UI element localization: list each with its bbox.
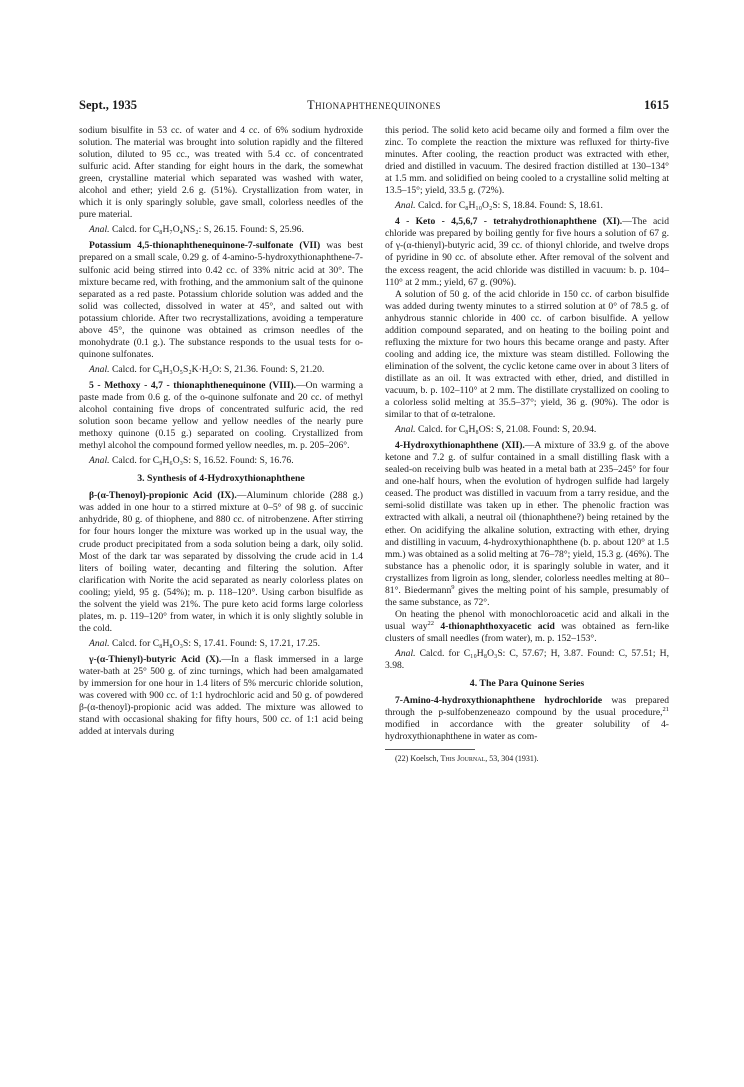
section-heading: 3. Synthesis of 4-Hydroxythionaphthene (137, 473, 305, 485)
paragraph-text: modified in accordance with the greater solubility of 4-hydroxythionaphthene in water as com- (385, 719, 669, 743)
analysis-line (385, 200, 669, 212)
journal-name: This Journal (440, 754, 486, 764)
compound-title: 4-Hydroxythionaphthene (XII). (395, 440, 525, 452)
paragraph-text: gives the melting point of his sample, presumably of the same substance, as 72°. (385, 584, 669, 608)
paragraph-text: On heating the phenol with monochloroacetic acid and alkali in the usual way (385, 608, 669, 632)
paragraph-text: —The acid chloride was prepared by boiling gently for five hours a solution of 67 g. of γ-(α-thienyl)-butyric acid, 39 cc. of thionyl chloride, and twelve drops of pyridine in 90 cc. of absolute ether. After removal of the solvent and the excess reagent, the acid chloride was distilled in vacuum: b. p. 104–110° at 2 mm.; yield, 67 g. (90%). (385, 216, 669, 288)
paragraph-text: —On warming a paste made from 0.6 g. of the o-quinone sulfonate and 20 cc. of methyl alcohol containing five drops of concentrated sulfuric acid, the red solution soon became yellow and yellow needles of the nearly pure methoxy quinone (0.15 g.) separated on cooling. Crystallized from methyl alcohol the compound formed yellow needles, m. p. 205–206°. (79, 379, 363, 452)
compound-title: 4-thionaphthoxyacetic acid (434, 620, 555, 632)
paragraph-text: —Aluminum chloride (288 g.) was added in one hour to a stirred mixture at 0–5° of 98 g. of succinic anhydride, 80 g. of thiophene, and 880 cc. of nitrobenzene. After stirring for four hours longer the mixture was worked up in the usual way, the crude product precipitated from a soda solution being a dark, oily solid. Most of the dark tar was separated by dissolving the crude acid in 1.4 liters of boiling water, decanting and filtering the solution. After clarification with Norite the acid separated as nearly colorless plates on cooling; yield, 95 g. (54%); m. p. 118–120°. Using carbon bisulfide as the solvent the yield was 21%. The pure keto acid forms large colorless plates, m. p. 119–120° from water, in which it is only slightly soluble in the cold. (79, 490, 363, 634)
compound-title: β-(α-Thenoyl)-propionic Acid (IX). (89, 490, 237, 502)
paragraph: A solution of 50 g. of the acid chloride in 150 cc. of carbon bisulfide was added during twenty minutes to a stirred solution at 0° of 78.5 g. of anhydrous stannic chloride in 400 cc. of carbon bisulfide. A yellow addition compound separated, and on heating to the boiling point and refluxing the mixture for two hours this became orange and pasty. After cooling and adding ice, the mixture was steam distilled. Following the elimination of the solvent, the cyclic ketone came over in about 3 liters of distillate as an oil. It was extracted with ether, dried, and distilled in vacuum, b. p. 102–110° at 2 mm. The distillate crystallized on cooling to a colorless solid melting at 35.5–37°; yield, 36 g. (90%). The odor is similar to that of α-tetralone. (385, 288, 669, 421)
section-heading: 4. The Para Quinone Series (469, 678, 585, 690)
anal-values: Calcd. for C₈H₈O₃S: S, 17.41. Found: S, 17.21, 17.25. (111, 637, 320, 649)
paragraph (79, 380, 363, 452)
paragraph-text: was obtained as fern-like clusters of small needles (from water), m. p. 152–153°. (385, 620, 669, 644)
anal-values: Calcd. for C₁₀H₈O₃S: C, 57.67; H, 3.87. Found: C, 57.51; H, 3.98. (385, 647, 669, 672)
footnote-text: (22) Koelsch, (395, 754, 441, 764)
analysis-line (79, 364, 363, 376)
analysis-line (79, 224, 363, 236)
analysis-line (79, 638, 363, 650)
paragraph (385, 609, 669, 645)
right-column (385, 125, 669, 764)
anal-values: Calcd. for C₈H₁₀O₂S: S, 18.84. Found: S, 18.61. (417, 200, 603, 212)
compound-title: Potassium 4,5-thionaphthenequinone-7-sulfonate (VII) (89, 240, 321, 252)
anal-label: Anal. (89, 637, 110, 649)
paragraph (385, 216, 669, 288)
paragraph-text: was best prepared on a small scale, 0.29 g. of 4-amino-5-hydroxythionaphthene-7-sulfonic acid being stirred into 0.42 cc. of 33% nitric acid at 30°. The mixture became red, with frothing, and the ammonium salt of the quinone separated as a red paste. Potassium chloride solution was added and the solid was collected, dissolved in water at 45°, and salted out with potassium chloride. After two recrystallizations, avoiding a temperature above 45°, the quinone was obtained as crimson needles of the monohydrate (0.1 g.). The substance responds to the usual tests for o-quinone sulfonates. (79, 240, 363, 360)
footnote (385, 754, 669, 764)
paragraph (79, 490, 363, 635)
anal-label: Anal. (395, 200, 416, 212)
page-number: 1615 (644, 98, 669, 112)
paragraph (385, 440, 669, 609)
paragraph-text: —A mixture of 33.9 g. of the above ketone and 7.2 g. of sulfur contained in a small distilling flask with a sealed-on receiving bulb was heated in a metal bath at 235–245° for four and one-half hours, when the evolution of hydrogen sulfide had largely ceased. The product was distilled in vacuum from a tarry residue, and the semi-solid distillate was taken up in ether. The phenolic fraction was extracted with alkali, a neutral oil (thionaphthene?) being retained by the ether. On acidifying the alkaline solution, extracting with ether, drying and distilling in vacuum, 4-hydroxythionaphthene (b. p. about 120° at 1.5 mm.) was obtained as a solid melting at 76–78°; yield, 15.3 g. (46%). The substance has a phenolic odor, it is sparingly soluble in water, and it crystallizes from ligroin as long, slender, colorless needles melting at 80–81°. Biedermann (385, 440, 670, 596)
paragraph-text: —In a flask immersed in a large water-bath at 25° 500 g. of zinc turnings, which had been amalgamated by immersion for one hour in 1.4 liters of 5% mercuric chloride solution, was covered with 900 cc. of 1:1 hydrochloric acid and 50 g. of powdered β-(α-thenoyl)-propionic acid was added. The mixture was allowed to stand with occasional shaking for fifty hours, 500 cc. of 1:1 acid being added at intervals during (79, 653, 363, 738)
paragraph (385, 695, 669, 743)
paragraph: this period. The solid keto acid became oily and formed a film over the zinc. To complete the reaction the mixture was refluxed for thirty-five minutes. After cooling, the reaction product was extracted with ether, dried and distilled in vacuum. The desired fraction distilled at 130–134° at 1.5 mm. and solidified on being cooled to a crystalline solid melting at 13.5–15°; yield, 33.5 g. (72%). (385, 125, 669, 197)
anal-label: Anal. (395, 424, 416, 436)
page-header (79, 98, 669, 114)
reference-mark: 22 (427, 619, 435, 627)
analysis-line (79, 455, 363, 467)
paragraph (79, 240, 363, 360)
footnote-text: , 53, 304 (1931). (485, 754, 539, 764)
analysis-line (385, 648, 669, 672)
anal-values: Calcd. for C₉H₆O₃S: S, 16.52. Found: S, 16.76. (111, 455, 294, 467)
reference-mark: 21 (662, 706, 669, 714)
reference-mark: 9 (451, 583, 455, 591)
footnote-divider (385, 749, 475, 750)
running-title: Thionaphthenequinones (306, 98, 442, 112)
anal-values: Calcd. for C₈H₃O₅S₂K·H₂O: S, 21.36. Found: S, 21.20. (111, 363, 325, 375)
paragraph-text: was prepared through the p-sulfobenzeneazo compound by the usual procedure, (385, 695, 669, 719)
analysis-line (385, 424, 669, 436)
paragraph: sodium bisulfite in 53 cc. of water and 4 cc. of 6% sodium hydroxide solution. The material was brought into solution rapidly and the filtered solution, diluted to 95 cc., was treated with 5.4 cc. of concentrated sulfuric acid. After standing for eight hours in the dark, the somewhat green, crystalline material which separated was washed with water, alcohol and ether; yield 2.6 g. (51%). Crystallization from water, in which it is only sparingly soluble, gave small, colorless needles of the pure material. (79, 125, 363, 221)
paragraph (79, 654, 363, 738)
anal-label: Anal. (395, 647, 416, 659)
compound-title: 7-Amino-4-hydroxythionaphthene hydrochloride (395, 695, 603, 707)
compound-title: 5 - Methoxy - 4,7 - thionaphthenequinone (VIII). (89, 379, 297, 391)
issue-date: Sept., 1935 (79, 98, 137, 112)
left-column (79, 125, 363, 738)
anal-label: Anal. (89, 363, 110, 375)
anal-label: Anal. (89, 224, 110, 236)
compound-title: γ-(α-Thienyl)-butyric Acid (X). (89, 653, 222, 665)
anal-label: Anal. (89, 455, 110, 467)
anal-values: Calcd. for C₈H₇O₄NS₂: S, 26.15. Found: S, 25.96. (111, 224, 304, 236)
compound-title: 4 - Keto - 4,5,6,7 - tetrahydrothionaphthene (XI). (395, 216, 623, 228)
anal-values: Calcd. for C₈H₈OS: S, 21.08. Found: S, 20.94. (417, 424, 597, 436)
